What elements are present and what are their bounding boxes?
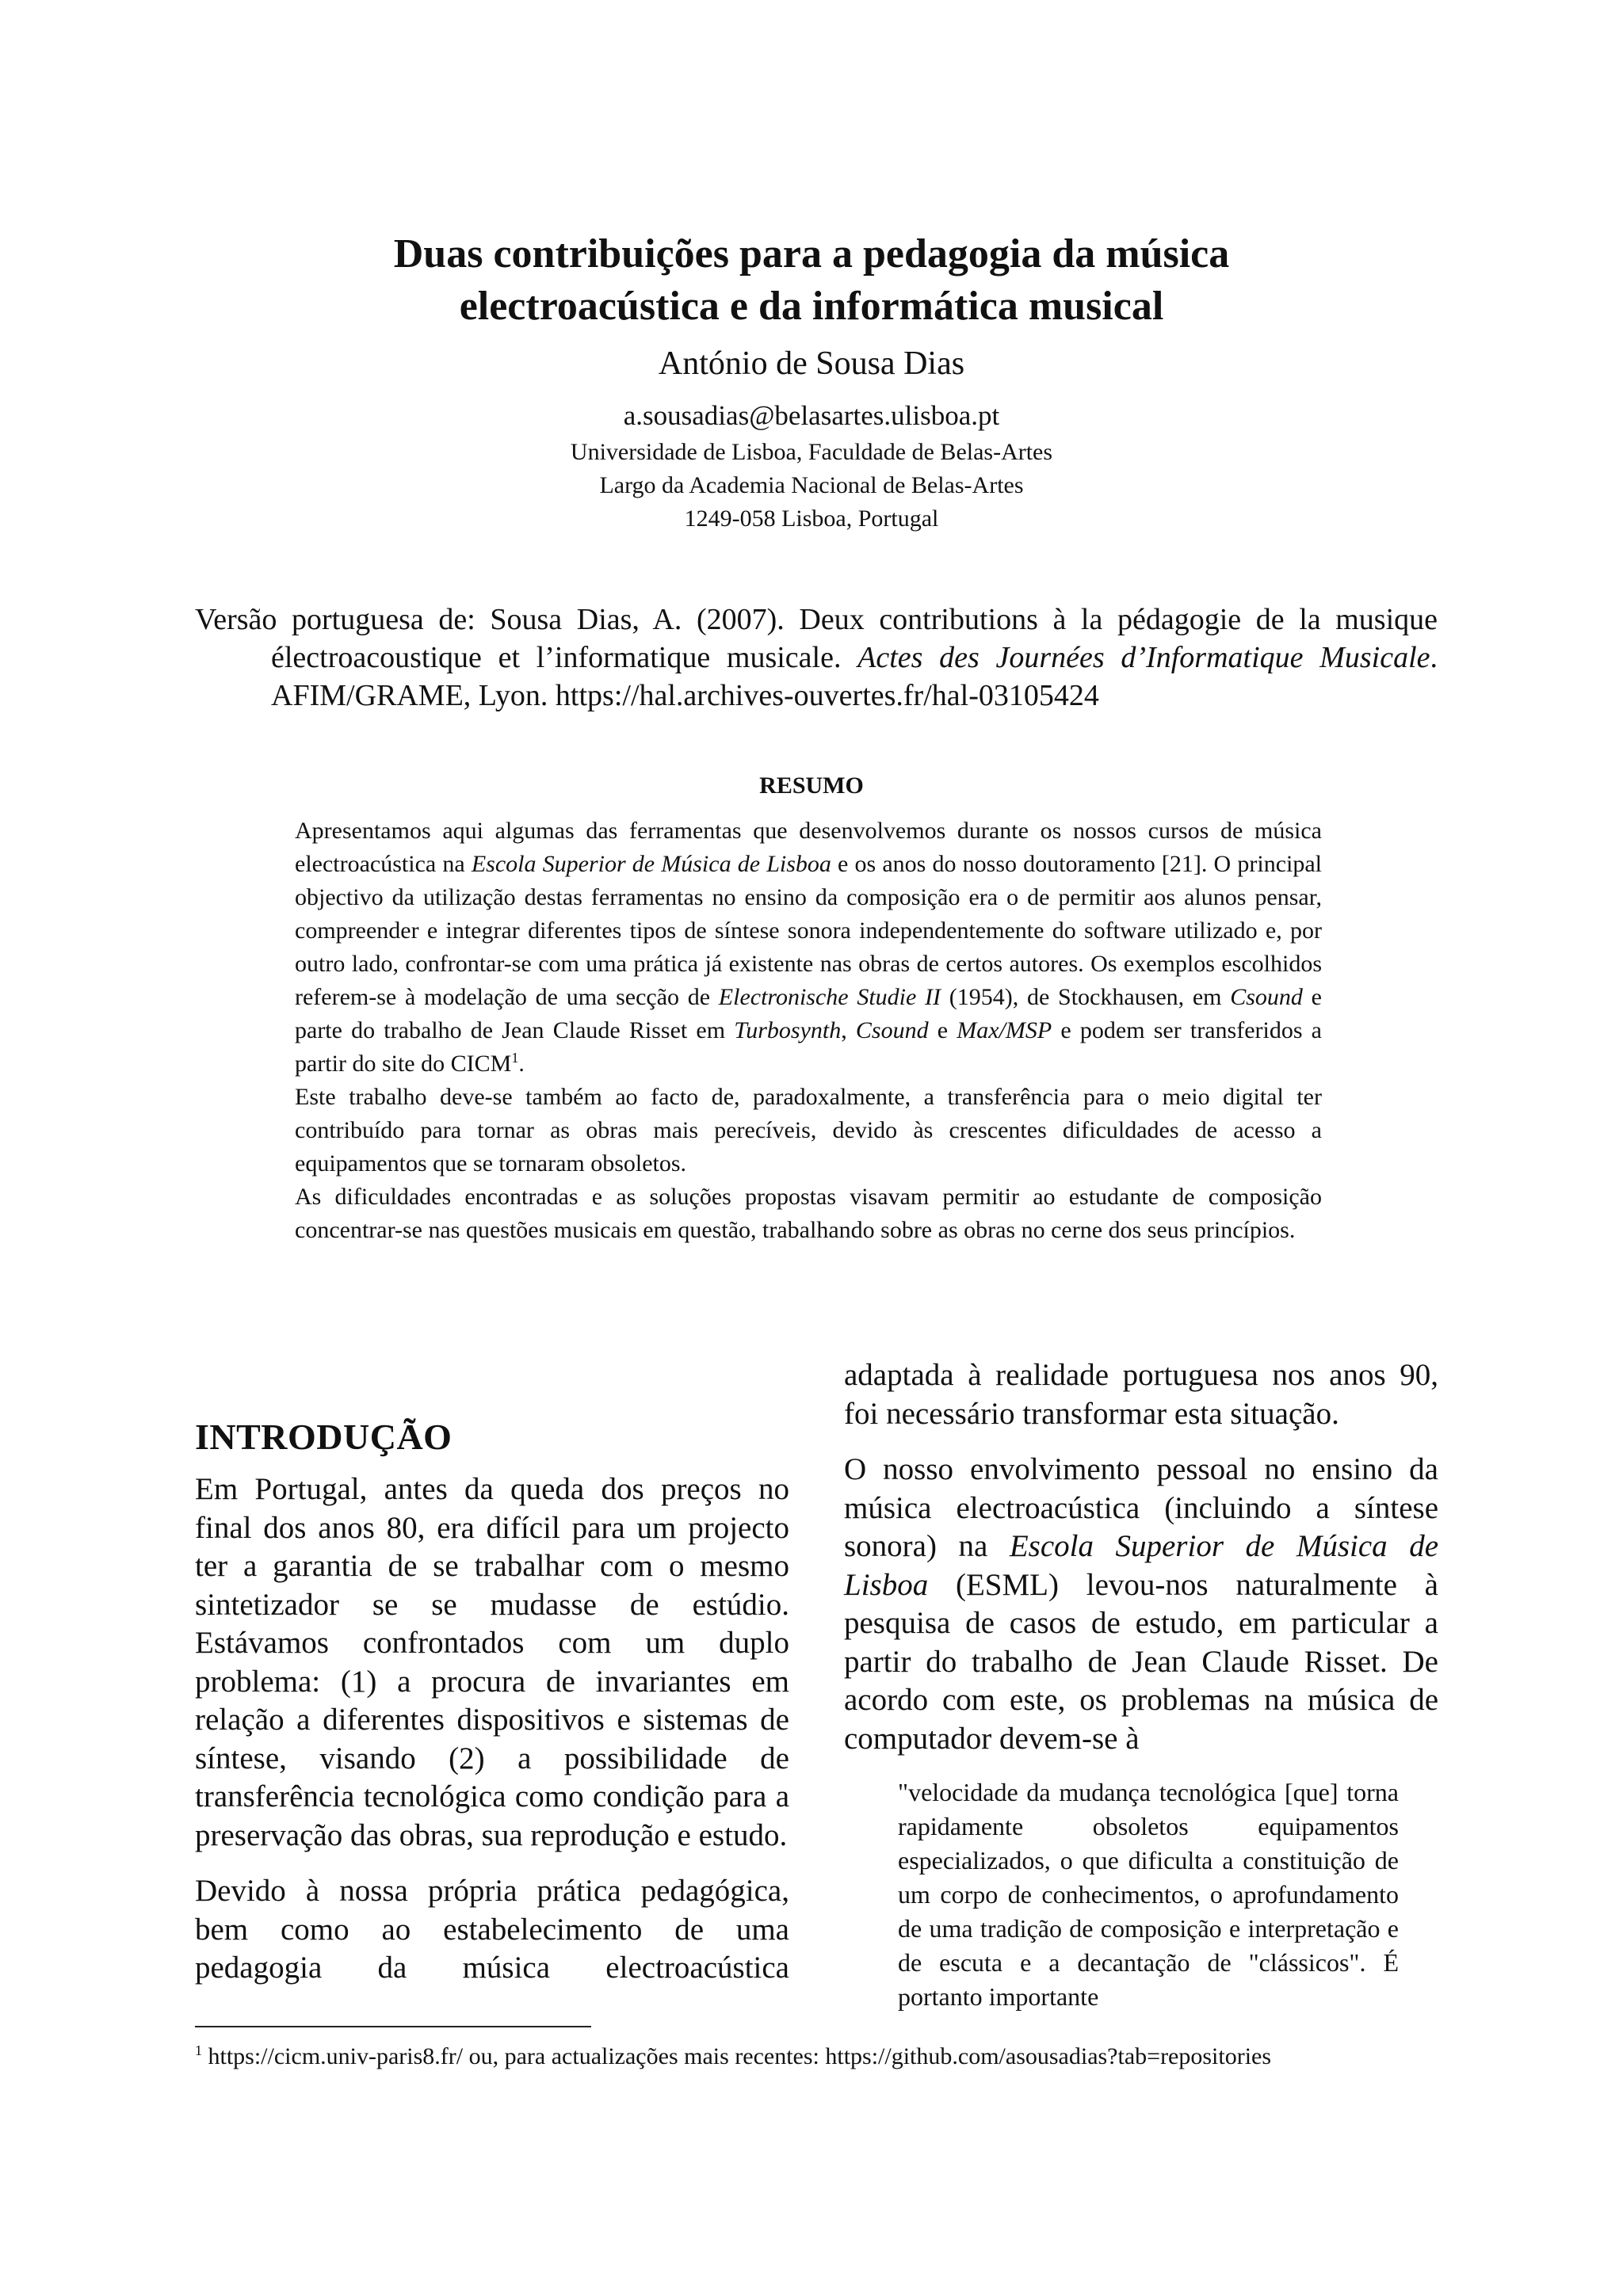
risset-quote: "velocidade da mudança tecnológica [que] torna rapidamente obsoletos equipamentos especializados, o que dificulta a constituição de um corpo de conhecimentos, o aprofundamento de uma tradição de composição e interpretação e de escuta e a decantação de "clássicos". É portanto importante (898, 1778, 1399, 2011)
affiliation-line-3: 1249-058 Lisboa, Portugal (684, 505, 939, 532)
footnote-marker[interactable]: 1 (511, 1050, 519, 1066)
abstract-text: . (518, 1051, 525, 1077)
footnote-number: 1 (195, 2042, 202, 2058)
version-suffix: . AFIM/GRAME, Lyon. https://hal.archives-ouvertes.fr/hal-03105424 (271, 641, 1438, 712)
intro-paragraph-2-continued: adaptada à realidade portuguesa nos anos 90, foi necessário transformar esta situação. (844, 1358, 1438, 1431)
software-name: Csound (855, 1017, 929, 1043)
software-name: Max/MSP (957, 1017, 1052, 1043)
abstract-body (295, 814, 1322, 1247)
paragraph-text: O nosso envolvimento pessoal no ensino da música electroacústica (incluindo a síntese sonora) na (844, 1452, 1438, 1563)
school-name: Escola Superior de Música de Lisboa (844, 1529, 1438, 1602)
abstract-heading: RESUMO (759, 772, 864, 799)
abstract-paragraph-1 (295, 814, 1322, 1081)
school-name: Escola Superior de Música de Lisboa (471, 851, 831, 877)
intro-paragraph-2: Devido à nossa própria prática pedagógica, bem como ao estabelecimento de uma pedagogia da música electroacústica (195, 1874, 789, 1985)
abstract-text: , (841, 1017, 856, 1043)
work-title: Electronische Studie II (718, 984, 941, 1010)
introduction-heading: INTRODUÇÃO (195, 1417, 453, 1457)
left-column (195, 1413, 789, 2005)
abstract-text: (1954), de Stockhausen, em (941, 984, 1231, 1010)
paragraph-text: (ESML) levou-nos naturalmente à pesquisa de casos de estudo, em particular a partir do trabalho de Jean Claude Risset. De acordo com este, os problemas na música de computador devem-se à (844, 1567, 1438, 1756)
version-journal: Actes des Journées d’Informatique Musicale (857, 641, 1430, 674)
author-name: António de Sousa Dias (658, 345, 965, 382)
affiliation-line-2: Largo da Academia Nacional de Belas-Artes (599, 472, 1024, 498)
version-note (195, 601, 1438, 715)
footnote (195, 2041, 1439, 2073)
affiliation (0, 436, 1623, 536)
intro-paragraph-3 (844, 1451, 1438, 1758)
abstract-paragraph-2: Este trabalho deve-se também ao facto de, paradoxalmente, a transferência para o meio digital ter contribuído para tornar as obras mais perecíveis, devido às crescentes dificuldades de acesso a equipamentos que se tornaram obsoletos. (295, 1084, 1322, 1177)
abstract-text: e (928, 1017, 957, 1043)
abstract-text: e podem ser transferidos a partir do site do CICM (295, 1017, 1322, 1077)
intro-paragraph-1: Em Portugal, antes da queda dos preços no final dos anos 80, era difícil para um projecto ter a garantia de se trabalhar com o mesmo sintetizador se se mudasse de estúdio. Estávamos confrontados com um duplo problema: (1) a procura de invariantes em relação a diferentes dispositivos e sistemas de síntese, visando (2) a possibilidade de transferência tecnológica como condição para a preservação das obras, sua reprodução e estudo. (195, 1472, 789, 1852)
version-prefix: Versão portuguesa de: Sousa Dias, A. (2007). Deux contributions à la pédagogie de la musique électroacoustique et l’informatique musicale. (195, 603, 1438, 674)
abstract-text: Apresentamos aqui algumas das ferramentas que desenvolvemos durante os nossos cursos de música electroacústica na (295, 818, 1322, 877)
version-citation (195, 601, 1438, 715)
paper-title (0, 228, 1623, 333)
footnote-text[interactable]: https://cicm.univ-paris8.fr/ ou, para actualizações mais recentes: https://github.com/asousadias?tab=repositories (202, 2043, 1272, 2069)
abstract-text: e os anos do nosso doutoramento [21]. O principal objectivo da utilização destas ferramentas no ensino da composição era o de permitir aos alunos pensar, compreender e integrar diferentes tipos de síntese sonora independentemente do software utilizado e, por outro lado, confrontar-se com uma prática já existente nas obras de certos autores. Os exemplos escolhidos referem-se à modelação de uma secção de (295, 851, 1323, 1010)
software-name: Csound (1230, 984, 1303, 1010)
abstract-text: e parte do trabalho de Jean Claude Risset em (295, 984, 1322, 1043)
footnote-separator (195, 2026, 591, 2027)
author-email: a.sousadias@belasartes.ulisboa.pt (623, 400, 1000, 431)
software-name: Turbosynth (734, 1017, 842, 1043)
affiliation-line-1: Universidade de Lisboa, Faculdade de Belas-Artes (570, 439, 1053, 465)
title-line-2: electroacústica e da informática musical (459, 284, 1164, 329)
right-column (844, 1356, 1438, 2014)
abstract-paragraph-3: As dificuldades encontradas e as soluções propostas visavam permitir ao estudante de composição concentrar-se nas questões musicais em questão, trabalhando sobre as obras no cerne dos seus princípios. (295, 1184, 1322, 1243)
title-line-1: Duas contribuições para a pedagogia da música (393, 231, 1230, 277)
